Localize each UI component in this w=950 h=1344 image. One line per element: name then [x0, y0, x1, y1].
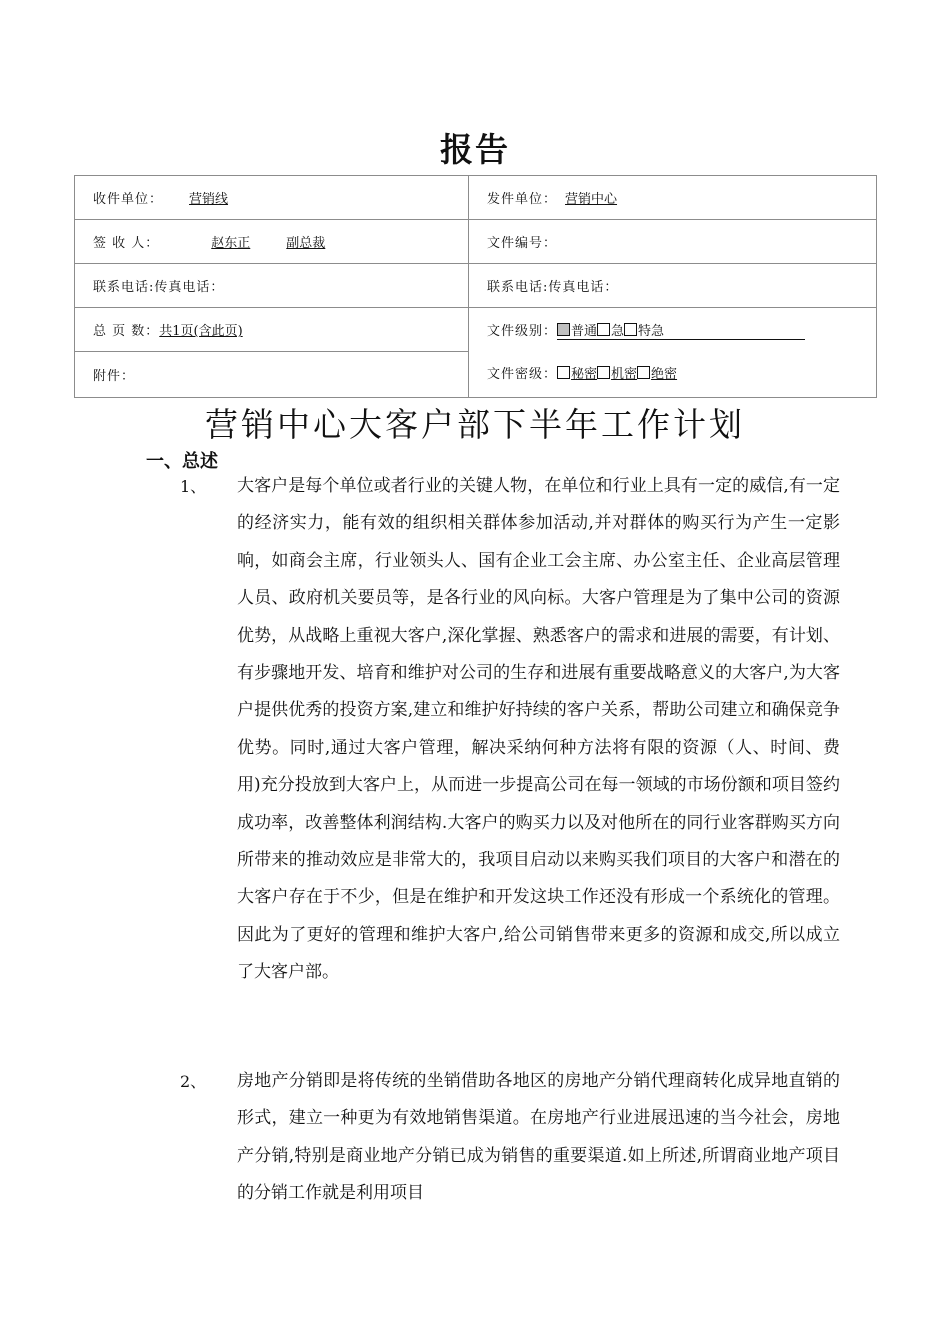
secrecy-confidential-label: 机密: [611, 367, 638, 382]
paragraph-number: 1、: [180, 477, 207, 496]
paragraph-text: 房地产分销即是将传统的坐销借助各地区的房地产分销代理商转化成异地直销的形式，建立一种更为有效地销售渠道。在房地产行业进展迅速的当今社会，房地产分销,特别是商业地产分销已成为销售的重要渠道.如上所述,所谓商业地产项目的分销工作就是利用项目: [237, 1071, 840, 1204]
paragraph-2: [180, 1063, 840, 1213]
checkbox-urgent-icon[interactable]: [597, 323, 610, 336]
contact-left-label: 联系电话:传真电话：: [93, 280, 225, 295]
receiver-unit-value: 营销线: [189, 192, 229, 207]
checkbox-top-secret-icon[interactable]: [637, 366, 650, 379]
doc-number-label: 文件编号：: [487, 236, 558, 251]
contact-right-label: 联系电话:传真电话：: [487, 280, 619, 295]
doc-level-line: [487, 320, 876, 350]
secrecy-options: [557, 367, 677, 382]
contact-left-cell: [75, 264, 469, 308]
sender-unit-label: 发件单位：: [487, 192, 558, 207]
sender-unit-value: 营销中心: [565, 192, 618, 207]
attachment-label: 附件：: [93, 369, 136, 384]
paragraph-text: 大客户是每个单位或者行业的关键人物，在单位和行业上具有一定的威信,有一定的经济实力，能有效的组织相关群体参加活动,并对群体的购买行为产生一定影响，如商会主席，行业领头人、国有企业工会主席、办公室主任、企业高层管理人员、政府机关要员等，是各行业的风向标。大客户管理是为了集中公司的资源优势，从战略上重视大客户,深化掌握、熟悉客户的需求和进展的需要，有计划、有步骤地开发、培育和维护对公司的生存和进展有重要战略意义的大客户,为大客户提供优秀的投资方案,建立和维护好持续的客户关系，帮助公司建立和确保竞争优势。同时,通过大客户管理，解决采纳何种方法将有限的资源（人、时间、费用)充分投放到大客户上，从而进一步提高公司在每一领域的市场份额和项目签约成功率，改善整体利润结构.大客户的购买力以及对他所在的同行业客群购买方向所带来的推动效应是非常大的，我项目启动以来购买我们项目的大客户和潜在的大客户存在于不少，但是在维护和开发这块工作还没有形成一个系统化的管理。因此为了更好的管理和维护大客户,给公司销售带来更多的资源和成交,所以成立了大客户部。: [237, 476, 840, 983]
total-pages-label: 总 页 数：: [93, 324, 160, 339]
signer-label: 签 收 人：: [93, 236, 160, 251]
level-special-label: 特急: [638, 324, 665, 339]
secrecy-label: 文件密级：: [487, 367, 558, 382]
checkbox-secret-icon[interactable]: [557, 366, 570, 379]
checkbox-special-icon[interactable]: [624, 323, 637, 336]
doc-level-options: [557, 320, 805, 340]
header-row-signer: [75, 220, 877, 264]
sender-unit-cell: [469, 176, 877, 220]
secrecy-top-label: 绝密: [651, 367, 678, 382]
document-heading: 营销中心大客户部下半年工作计划: [205, 405, 745, 444]
header-row-contact: [75, 264, 877, 308]
header-row-pages: [75, 308, 877, 352]
secrecy-line: [487, 363, 876, 382]
level-urgent-label: 急: [611, 324, 625, 339]
signer-cell: [75, 220, 469, 264]
level-secrecy-cell: [469, 308, 877, 398]
checkbox-confidential-icon[interactable]: [597, 366, 610, 379]
document-header-table: [74, 175, 877, 398]
signer-name: 赵东正: [211, 236, 251, 251]
contact-right-cell: [469, 264, 877, 308]
paragraph-1: [180, 468, 840, 992]
receiver-unit-label: 收件单位：: [93, 192, 164, 207]
doc-number-cell: [469, 220, 877, 264]
signer-title: 副总裁: [286, 236, 326, 251]
level-normal-label: 普通: [571, 324, 598, 339]
signer-value: [159, 236, 325, 251]
report-title: 报告: [440, 130, 510, 169]
paragraph-number: 2、: [180, 1072, 207, 1091]
receiver-unit-cell: [75, 176, 469, 220]
checkbox-normal-icon[interactable]: [557, 323, 570, 336]
header-row-units: [75, 176, 877, 220]
total-pages-cell: [75, 308, 469, 352]
total-pages-value: 共1页(含此页): [159, 324, 243, 339]
attachment-cell: [75, 352, 469, 398]
section-heading-overview: 一、总述: [146, 451, 218, 472]
doc-level-label: 文件级别：: [487, 324, 558, 339]
secrecy-secret-label: 秘密: [571, 367, 598, 382]
